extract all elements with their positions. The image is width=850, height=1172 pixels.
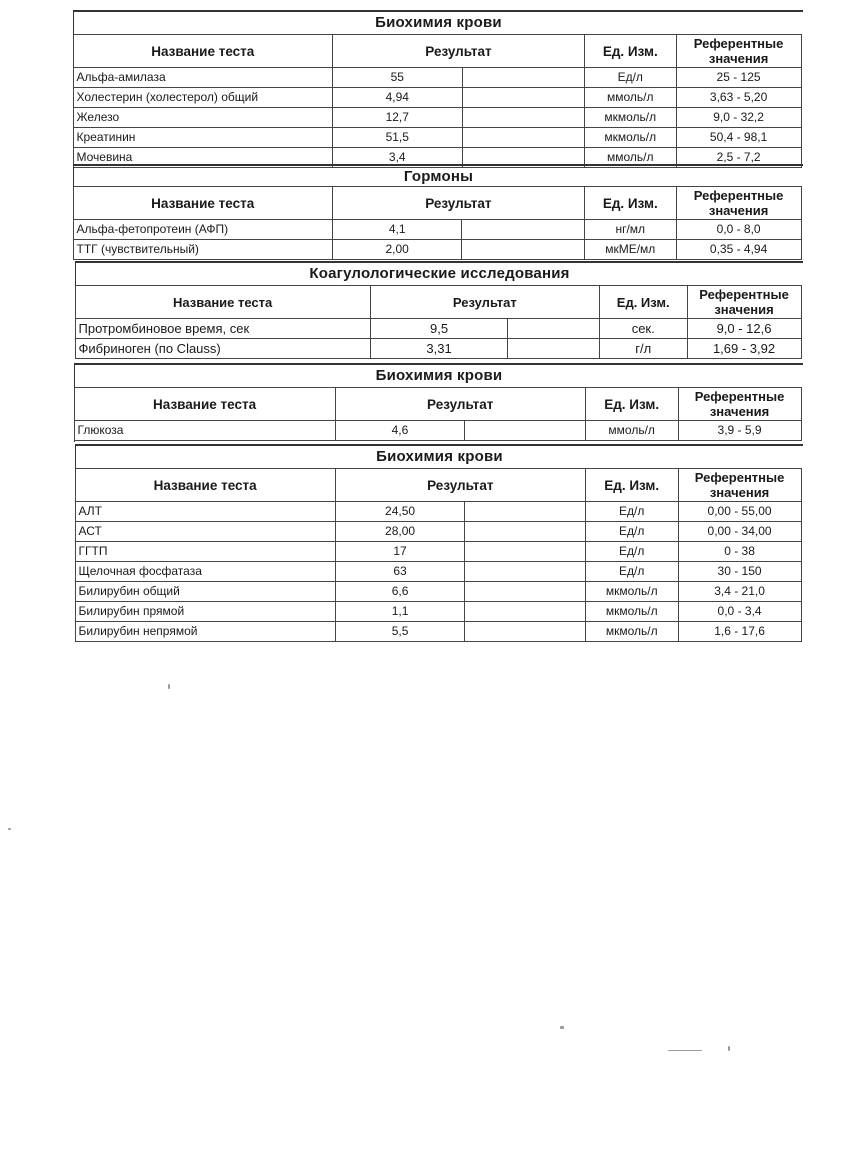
test-value: 5,5 — [335, 622, 465, 642]
results-table — [73, 34, 802, 168]
header-test-name: Название теста — [74, 388, 335, 421]
header-reference: Референтные значения — [676, 187, 801, 220]
test-name: Щелочная фосфатаза — [75, 562, 335, 582]
test-unit: Ед/л — [585, 542, 678, 562]
header-result: Результат — [333, 35, 585, 68]
test-name: АЛТ — [75, 502, 335, 522]
table-row — [73, 88, 801, 108]
test-reference: 0,0 - 3,4 — [678, 602, 801, 622]
test-value: 55 — [333, 68, 462, 88]
table-row — [73, 240, 801, 260]
test-value: 51,5 — [333, 128, 462, 148]
blank-cell — [465, 582, 585, 602]
test-reference: 3,4 - 21,0 — [678, 582, 801, 602]
test-reference: 3,63 - 5,20 — [676, 88, 801, 108]
header-reference: Референтные значения — [687, 286, 801, 319]
header-test-name: Название теста — [73, 187, 332, 220]
test-reference: 25 - 125 — [676, 68, 801, 88]
section-biochemistry-1 — [73, 10, 803, 165]
scan-speck — [560, 1026, 564, 1029]
section-biochemistry-liver — [75, 444, 803, 642]
test-reference: 50,4 - 98,1 — [676, 128, 801, 148]
test-reference: 0,0 - 8,0 — [676, 220, 801, 240]
table-header-row — [73, 35, 801, 68]
test-name: Протромбиновое время, сек — [75, 319, 370, 339]
blank-cell — [465, 602, 585, 622]
section-title: Биохимия крови — [375, 14, 502, 31]
table-row — [75, 339, 801, 359]
table-row — [73, 220, 801, 240]
test-name: Мочевина — [73, 148, 333, 168]
test-name: Альфа-фетопротеин (АФП) — [73, 220, 332, 240]
section-hormones — [73, 164, 803, 260]
test-value: 3,4 — [333, 148, 462, 168]
test-value: 4,6 — [335, 421, 465, 441]
test-reference: 9,0 - 12,6 — [687, 319, 801, 339]
header-test-name: Название теста — [73, 35, 333, 68]
test-unit: Ед/л — [585, 562, 678, 582]
test-name: Альфа-амилаза — [73, 68, 333, 88]
table-row — [75, 319, 801, 339]
section-coagulation — [75, 261, 803, 359]
test-value: 24,50 — [335, 502, 465, 522]
test-reference: 0,00 - 34,00 — [678, 522, 801, 542]
section-title: Гормоны — [403, 168, 474, 185]
table-header-row — [74, 388, 801, 421]
test-name: Фибриноген (по Clauss) — [75, 339, 370, 359]
blank-cell — [465, 542, 585, 562]
test-name: Креатинин — [73, 128, 333, 148]
header-unit: Ед. Изм. — [584, 35, 676, 68]
test-name: Железо — [73, 108, 333, 128]
test-unit: г/л — [599, 339, 687, 359]
test-value: 4,1 — [332, 220, 462, 240]
scan-speck — [168, 684, 170, 689]
test-unit: сек. — [599, 319, 687, 339]
scan-speck — [8, 828, 11, 830]
header-result: Результат — [370, 286, 599, 319]
test-unit: мкмоль/л — [584, 108, 676, 128]
table-header-row — [73, 187, 801, 220]
table-row — [75, 542, 801, 562]
table-row — [73, 108, 801, 128]
results-table — [75, 468, 802, 642]
test-unit: ммоль/л — [584, 88, 676, 108]
table-row — [75, 562, 801, 582]
table-row — [73, 68, 801, 88]
test-reference: 30 - 150 — [678, 562, 801, 582]
blank-cell — [465, 562, 585, 582]
blank-cell — [465, 421, 586, 441]
test-reference: 2,5 - 7,2 — [676, 148, 801, 168]
table-row — [75, 622, 801, 642]
table-header-row — [75, 469, 801, 502]
test-value: 1,1 — [335, 602, 465, 622]
table-row — [75, 502, 801, 522]
results-table — [75, 285, 802, 359]
blank-cell — [462, 128, 584, 148]
test-value: 28,00 — [335, 522, 465, 542]
test-name: ТТГ (чувствительный) — [73, 240, 332, 260]
test-reference: 0 - 38 — [678, 542, 801, 562]
header-reference: Референтные значения — [678, 388, 801, 421]
table-row — [74, 421, 801, 441]
scan-speck — [668, 1050, 702, 1051]
test-value: 63 — [335, 562, 465, 582]
header-result: Результат — [335, 469, 585, 502]
test-unit: Ед/л — [585, 502, 678, 522]
test-unit: мкмоль/л — [585, 622, 678, 642]
test-unit: мкмоль/л — [585, 602, 678, 622]
section-title: Биохимия крови — [376, 448, 503, 465]
test-name: Билирубин непрямой — [75, 622, 335, 642]
header-result: Результат — [335, 388, 585, 421]
blank-cell — [462, 88, 584, 108]
header-test-name: Название теста — [75, 469, 335, 502]
header-unit: Ед. Изм. — [599, 286, 687, 319]
header-unit: Ед. Изм. — [584, 187, 676, 220]
test-name: Холестерин (холестерол) общий — [73, 88, 333, 108]
header-unit: Ед. Изм. — [585, 469, 678, 502]
table-row — [75, 582, 801, 602]
blank-cell — [462, 68, 584, 88]
test-value: 12,7 — [333, 108, 462, 128]
header-reference: Референтные значения — [676, 35, 801, 68]
test-value: 6,6 — [335, 582, 465, 602]
test-value: 2,00 — [332, 240, 462, 260]
test-name: АСТ — [75, 522, 335, 542]
test-reference: 3,9 - 5,9 — [678, 421, 801, 441]
blank-cell — [465, 522, 585, 542]
test-value: 17 — [335, 542, 465, 562]
blank-cell — [465, 502, 585, 522]
test-unit: Ед/л — [585, 522, 678, 542]
test-reference: 0,35 - 4,94 — [676, 240, 801, 260]
table-row — [75, 522, 801, 542]
test-name: Билирубин общий — [75, 582, 335, 602]
test-unit: мкмоль/л — [584, 128, 676, 148]
scan-speck — [728, 1046, 730, 1051]
table-row — [73, 128, 801, 148]
test-name: ГГТП — [75, 542, 335, 562]
test-unit: ммоль/л — [585, 421, 678, 441]
results-table — [73, 186, 802, 260]
blank-cell — [508, 319, 600, 339]
header-test-name: Название теста — [75, 286, 370, 319]
test-name: Глюкоза — [74, 421, 335, 441]
blank-cell — [465, 622, 585, 642]
header-unit: Ед. Изм. — [585, 388, 678, 421]
test-reference: 1,6 - 17,6 — [678, 622, 801, 642]
test-reference: 1,69 - 3,92 — [687, 339, 801, 359]
test-value: 9,5 — [370, 319, 507, 339]
test-unit: ммоль/л — [584, 148, 676, 168]
test-name: Билирубин прямой — [75, 602, 335, 622]
blank-cell — [462, 240, 584, 260]
test-value: 4,94 — [333, 88, 462, 108]
table-header-row — [75, 286, 801, 319]
blank-cell — [462, 220, 584, 240]
test-value: 3,31 — [370, 339, 507, 359]
results-table — [74, 387, 802, 441]
blank-cell — [462, 108, 584, 128]
blank-cell — [508, 339, 600, 359]
section-title: Биохимия крови — [375, 367, 503, 384]
header-reference: Референтные значения — [678, 469, 801, 502]
test-reference: 9,0 - 32,2 — [676, 108, 801, 128]
section-title: Коагулологические исследования — [309, 265, 570, 282]
test-reference: 0,00 - 55,00 — [678, 502, 801, 522]
test-unit: мкМЕ/мл — [584, 240, 676, 260]
test-unit: нг/мл — [584, 220, 676, 240]
test-unit: мкмоль/л — [585, 582, 678, 602]
test-unit: Ед/л — [584, 68, 676, 88]
table-row — [75, 602, 801, 622]
header-result: Результат — [332, 187, 584, 220]
section-biochemistry-glucose — [74, 363, 803, 442]
